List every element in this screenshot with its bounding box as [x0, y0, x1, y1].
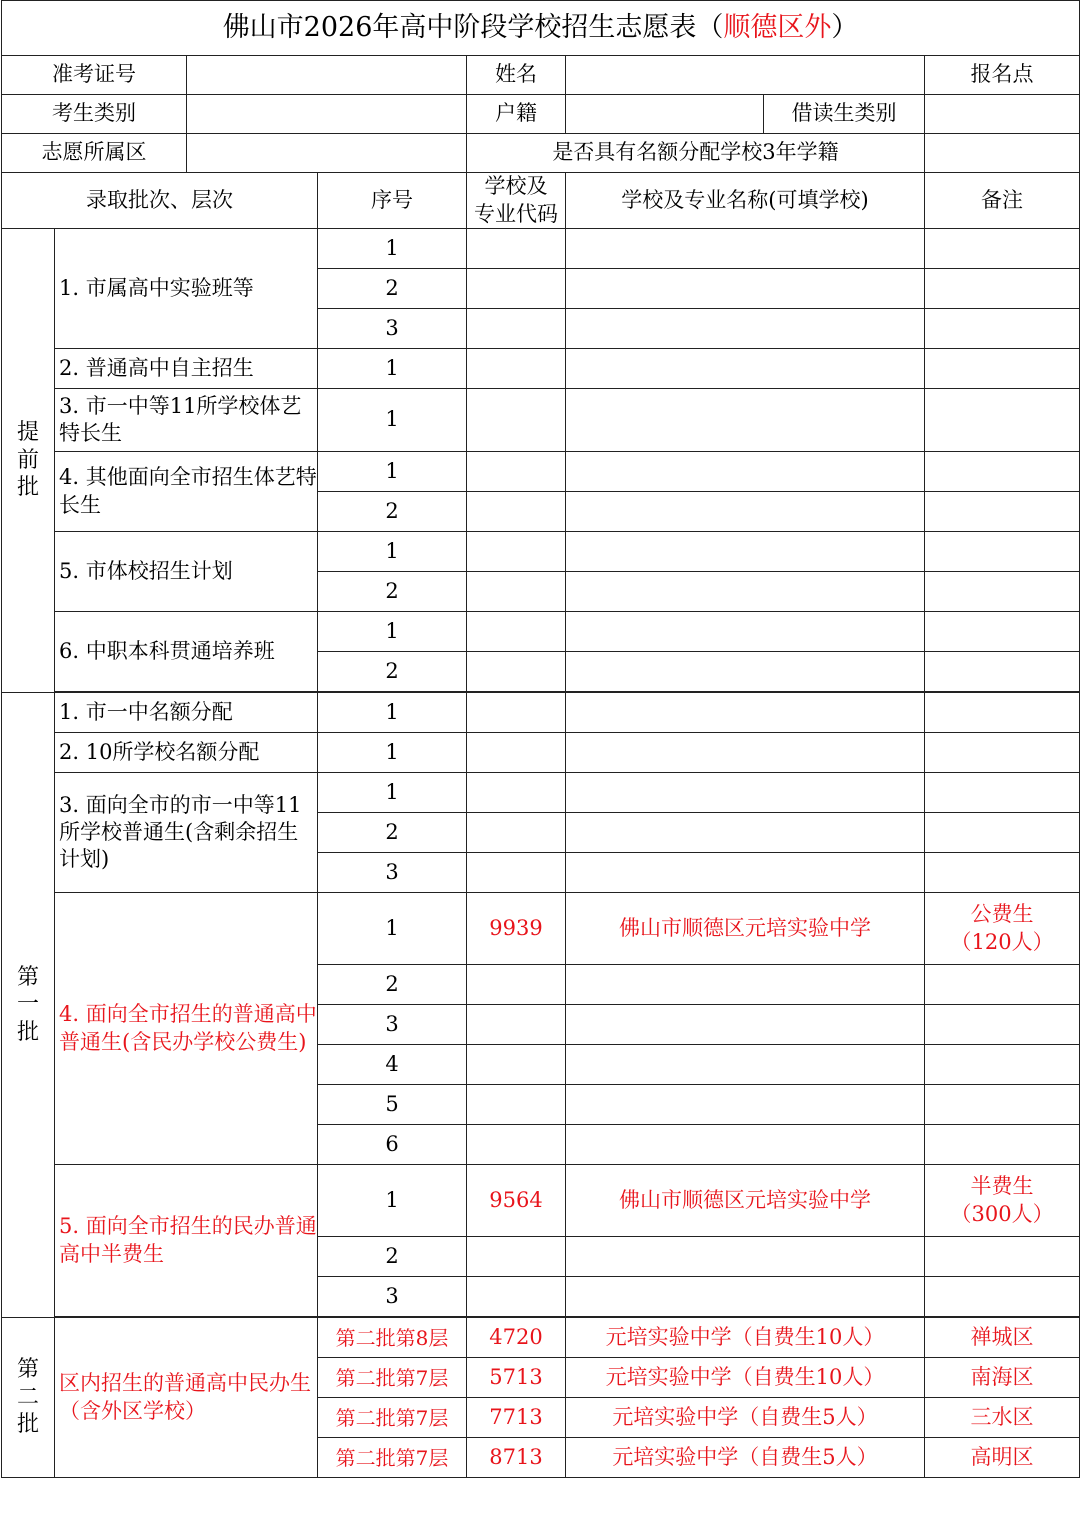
school-cell[interactable]: [566, 492, 925, 532]
seq: 2: [318, 269, 467, 309]
col-code: 学校及 专业代码: [467, 173, 566, 229]
seq: 3: [318, 309, 467, 349]
code-cell[interactable]: 5713: [467, 1358, 566, 1398]
remark-cell[interactable]: 公费生 （120人）: [925, 893, 1080, 965]
code-cell[interactable]: [467, 1277, 566, 1317]
title-highlight: 顺德区外: [723, 12, 832, 44]
first-group-2: 2. 10所学校名额分配: [55, 733, 318, 773]
seq: 1: [318, 452, 467, 492]
second-level: 第二批第7层: [318, 1398, 467, 1438]
seq: 1: [318, 733, 467, 773]
first-group-3: 3. 面向全市的市一中等11所学校普通生(含剩余招生计划): [55, 773, 318, 893]
code-cell[interactable]: [467, 965, 566, 1005]
code-cell[interactable]: [467, 452, 566, 492]
code-cell[interactable]: [467, 652, 566, 692]
remark-cell[interactable]: [925, 349, 1080, 389]
school-cell[interactable]: [566, 532, 925, 572]
remark-cell[interactable]: [925, 853, 1080, 893]
seq: 1: [318, 229, 467, 269]
seq: 1: [318, 893, 467, 965]
code-cell[interactable]: [467, 813, 566, 853]
code-cell[interactable]: [467, 1237, 566, 1277]
quota-field[interactable]: [925, 134, 1080, 173]
remark-cell[interactable]: [925, 612, 1080, 652]
code-cell[interactable]: [467, 1085, 566, 1125]
exam-no-field[interactable]: [187, 56, 467, 95]
seq: 1: [318, 532, 467, 572]
code-cell[interactable]: [467, 269, 566, 309]
code-cell[interactable]: [467, 492, 566, 532]
school-cell[interactable]: [566, 693, 925, 733]
name-field[interactable]: [566, 56, 925, 95]
remark-cell[interactable]: [925, 532, 1080, 572]
code-cell[interactable]: [467, 1045, 566, 1085]
school-cell[interactable]: [566, 389, 925, 452]
remark-cell[interactable]: [925, 309, 1080, 349]
seq: 1: [318, 773, 467, 813]
seq: 2: [318, 652, 467, 692]
seq: 1: [318, 349, 467, 389]
school-cell[interactable]: [566, 965, 925, 1005]
code-cell[interactable]: [467, 572, 566, 612]
school-cell[interactable]: [566, 1277, 925, 1317]
school-cell[interactable]: 佛山市顺德区元培实验中学: [566, 893, 925, 965]
remark-cell[interactable]: [925, 492, 1080, 532]
exam-no-label: 准考证号: [2, 56, 187, 95]
seq: 4: [318, 1045, 467, 1085]
school-cell[interactable]: [566, 612, 925, 652]
remark-cell[interactable]: 三水区: [925, 1398, 1080, 1438]
remark-cell[interactable]: [925, 572, 1080, 612]
school-cell[interactable]: [566, 269, 925, 309]
household-field[interactable]: [566, 95, 764, 134]
seq: 3: [318, 1277, 467, 1317]
school-cell[interactable]: 元培实验中学（自费生5人）: [566, 1438, 925, 1478]
remark-cell[interactable]: [925, 813, 1080, 853]
remark-cell[interactable]: [925, 652, 1080, 692]
batch-early: 提前批: [2, 229, 55, 693]
code-cell[interactable]: [467, 1125, 566, 1165]
school-cell[interactable]: 元培实验中学（自费生5人）: [566, 1398, 925, 1438]
household-label: 户籍: [467, 95, 566, 134]
remark-cell[interactable]: [925, 733, 1080, 773]
district-label: 志愿所属区: [2, 134, 187, 173]
school-cell[interactable]: [566, 452, 925, 492]
school-cell[interactable]: [566, 773, 925, 813]
school-cell[interactable]: [566, 652, 925, 692]
col-school-name: 学校及专业名称(可填学校): [566, 173, 925, 229]
seq: 5: [318, 1085, 467, 1125]
code-cell[interactable]: [467, 389, 566, 452]
remark-cell[interactable]: 半费生 （300人）: [925, 1165, 1080, 1237]
early-group-1: 1. 市属高中实验班等: [55, 229, 318, 349]
col-remark: 备注: [925, 173, 1080, 229]
code-cell[interactable]: 9564: [467, 1165, 566, 1237]
early-group-4: 4. 其他面向全市招生体艺特长生: [55, 452, 318, 532]
school-cell[interactable]: [566, 1045, 925, 1085]
seq: 3: [318, 1005, 467, 1045]
seq: 2: [318, 1237, 467, 1277]
seq: 3: [318, 853, 467, 893]
code-cell[interactable]: [467, 1005, 566, 1045]
school-cell[interactable]: 元培实验中学（自费生10人）: [566, 1358, 925, 1398]
seq: 1: [318, 693, 467, 733]
school-cell[interactable]: [566, 813, 925, 853]
seq: 2: [318, 965, 467, 1005]
code-cell[interactable]: [467, 612, 566, 652]
school-cell[interactable]: [566, 1005, 925, 1045]
form-title: 佛山市2026年高中阶段学校招生志愿表（顺德区外）: [2, 1, 1080, 56]
school-cell[interactable]: 佛山市顺德区元培实验中学: [566, 1165, 925, 1237]
first-group-4: 4. 面向全市招生的普通高中普通生(含民办学校公费生): [55, 893, 318, 1165]
borrow-field[interactable]: [925, 95, 1080, 134]
remark-cell[interactable]: [925, 1005, 1080, 1045]
code-cell[interactable]: [467, 773, 566, 813]
col-seq: 序号: [318, 173, 467, 229]
seq: 2: [318, 572, 467, 612]
code-cell[interactable]: 7713: [467, 1398, 566, 1438]
remark-cell[interactable]: [925, 965, 1080, 1005]
code-cell[interactable]: 4720: [467, 1318, 566, 1358]
batch-first: 第一批: [2, 693, 55, 1318]
code-cell[interactable]: 9939: [467, 893, 566, 965]
school-cell[interactable]: [566, 572, 925, 612]
seq: 6: [318, 1125, 467, 1165]
school-cell[interactable]: [566, 1237, 925, 1277]
remark-cell[interactable]: [925, 269, 1080, 309]
school-cell[interactable]: 元培实验中学（自费生10人）: [566, 1318, 925, 1358]
code-cell[interactable]: 8713: [467, 1438, 566, 1478]
reg-point-label: 报名点: [925, 56, 1080, 95]
district-field[interactable]: [187, 134, 467, 173]
code-cell[interactable]: [467, 693, 566, 733]
category-field[interactable]: [187, 95, 467, 134]
school-cell[interactable]: [566, 349, 925, 389]
seq: 1: [318, 389, 467, 452]
code-cell[interactable]: [467, 853, 566, 893]
remark-cell[interactable]: [925, 773, 1080, 813]
remark-cell[interactable]: [925, 1237, 1080, 1277]
name-label: 姓名: [467, 56, 566, 95]
remark-cell[interactable]: [925, 1085, 1080, 1125]
second-level: 第二批第8层: [318, 1318, 467, 1358]
batch-second: 第二批: [2, 1318, 55, 1478]
code-cell[interactable]: [467, 309, 566, 349]
col-batch-level: 录取批次、层次: [2, 173, 318, 229]
seq: 1: [318, 1165, 467, 1237]
seq: 2: [318, 813, 467, 853]
first-group-5: 5. 面向全市招生的民办普通高中半费生: [55, 1165, 318, 1317]
early-group-6: 6. 中职本科贯通培养班: [55, 612, 318, 692]
second-level: 第二批第7层: [318, 1358, 467, 1398]
school-cell[interactable]: [566, 309, 925, 349]
quota-label: 是否具有名额分配学校3年学籍: [467, 134, 925, 173]
first-group-1: 1. 市一中名额分配: [55, 693, 318, 733]
school-cell[interactable]: [566, 733, 925, 773]
remark-cell[interactable]: 南海区: [925, 1358, 1080, 1398]
early-group-2: 2. 普通高中自主招生: [55, 349, 318, 389]
remark-cell[interactable]: [925, 1045, 1080, 1085]
remark-cell[interactable]: 高明区: [925, 1438, 1080, 1478]
remark-cell[interactable]: [925, 389, 1080, 452]
early-group-5: 5. 市体校招生计划: [55, 532, 318, 612]
code-cell[interactable]: [467, 532, 566, 572]
remark-cell[interactable]: [925, 693, 1080, 733]
school-cell[interactable]: [566, 853, 925, 893]
remark-cell[interactable]: [925, 452, 1080, 492]
remark-cell[interactable]: [925, 229, 1080, 269]
code-cell[interactable]: [467, 229, 566, 269]
school-cell[interactable]: [566, 1125, 925, 1165]
borrow-label: 借读生类别: [764, 95, 925, 134]
remark-cell[interactable]: [925, 1277, 1080, 1317]
remark-cell[interactable]: [925, 1125, 1080, 1165]
seq: 1: [318, 612, 467, 652]
code-cell[interactable]: [467, 733, 566, 773]
second-group: 区内招生的普通高中民办生（含外区学校）: [55, 1318, 318, 1478]
application-form-table: [1, 0, 1080, 1478]
remark-cell[interactable]: 禅城区: [925, 1318, 1080, 1358]
category-label: 考生类别: [2, 95, 187, 134]
school-cell[interactable]: [566, 229, 925, 269]
second-level: 第二批第7层: [318, 1438, 467, 1478]
seq: 2: [318, 492, 467, 532]
code-cell[interactable]: [467, 349, 566, 389]
early-group-3: 3. 市一中等11所学校体艺特长生: [55, 389, 318, 452]
school-cell[interactable]: [566, 1085, 925, 1125]
